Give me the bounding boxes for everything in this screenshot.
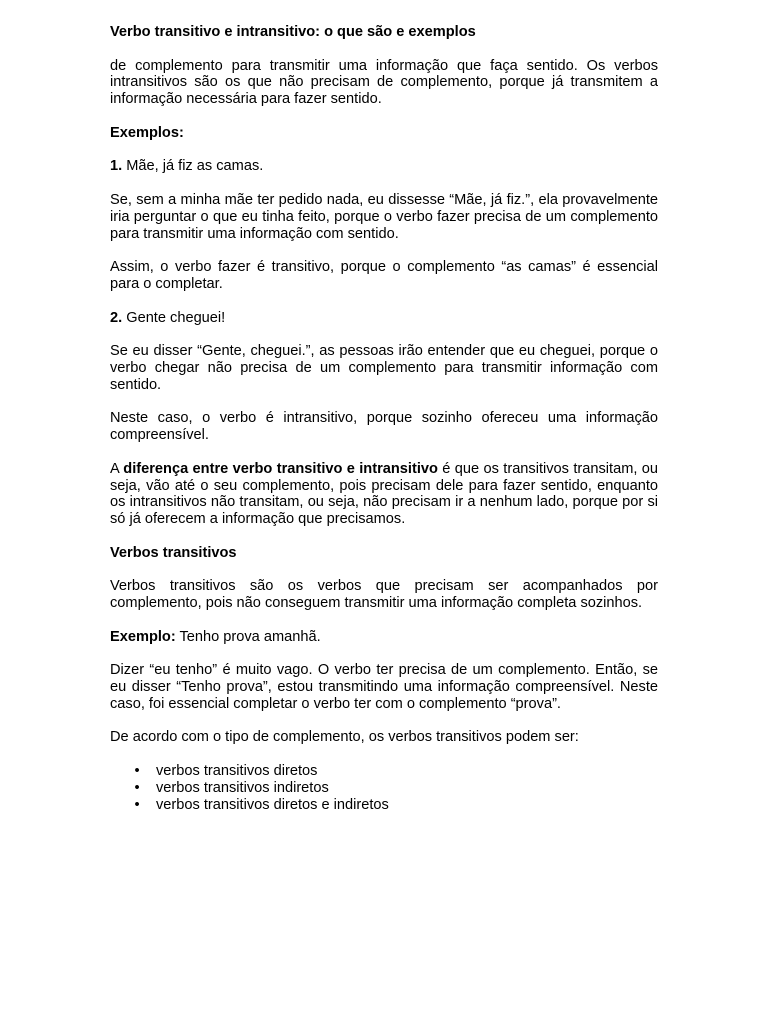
list-item bbox=[134, 780, 658, 797]
example-1-explanation: Se, sem a minha mãe ter pedido nada, eu dissesse “Mãe, já fiz.”, ela provavelmente iria perguntar o que eu tinha feito, porque o verbo fazer precisa de um complemento para transmitir uma informação com sentido. bbox=[110, 191, 658, 242]
difference-prefix: A bbox=[110, 460, 124, 477]
difference-paragraph bbox=[110, 461, 658, 528]
difference-bold: diferença entre verbo transitivo e intransitivo bbox=[123, 460, 438, 477]
list-item-text: verbos transitivos indiretos bbox=[156, 780, 329, 797]
bullet-icon: • bbox=[134, 797, 140, 814]
transitive-heading bbox=[110, 545, 658, 562]
transitive-example-text: Tenho prova amanhã. bbox=[175, 628, 321, 645]
bullet-icon: • bbox=[134, 763, 140, 780]
list-item bbox=[134, 763, 658, 780]
bullet-icon: • bbox=[134, 780, 140, 797]
transitive-types-intro: De acordo com o tipo de complemento, os verbos transitivos podem ser: bbox=[110, 729, 579, 746]
transitive-example bbox=[110, 629, 658, 646]
example-2-number: 2. bbox=[110, 309, 123, 326]
example-2-text: Gente cheguei! bbox=[122, 309, 226, 326]
transitive-example-label: Exemplo: bbox=[110, 628, 176, 645]
list-item-text: verbos transitivos diretos e indiretos bbox=[156, 797, 389, 814]
transitive-heading-text: Verbos transitivos bbox=[110, 544, 237, 561]
example-2-conclusion: Neste caso, o verbo é intransitivo, porque sozinho ofereceu uma informação compreensível. bbox=[110, 410, 658, 444]
difference-rest: é que os transitivos transitam, ou seja, vão até o seu complemento, pois precisam dele para fazer sentido, enquanto os intransitivos não transitam, ou seja, não precisam ir a nenhum lado, porque por si só já oferecem a informação que precisamos. bbox=[110, 460, 659, 528]
example-1 bbox=[110, 158, 658, 175]
example-1-text: Mãe, já fiz as camas. bbox=[122, 158, 264, 175]
example-1-conclusion: Assim, o verbo fazer é transitivo, porque o complemento “as camas” é essencial para o completar. bbox=[110, 259, 658, 292]
example-2-explanation: Se eu disser “Gente, cheguei.”, as pessoas irão entender que eu cheguei, porque o verbo chegar não precisa de um complemento para transmitir informação com sentido. bbox=[110, 343, 658, 393]
examples-heading-text: Exemplos: bbox=[110, 124, 184, 141]
intro-paragraph: de complemento para transmitir uma informação que faça sentido. Os verbos intransitivos são os que não precisam de complemento, porque já transmitem a informação necessária para fazer sentido. bbox=[110, 57, 658, 108]
example-2 bbox=[110, 310, 658, 327]
list-item-text: verbos transitivos diretos bbox=[156, 763, 318, 780]
transitive-types-list bbox=[110, 763, 658, 814]
page-title: Verbo transitivo e intransitivo: o que são e exemplos bbox=[110, 24, 476, 40]
list-item bbox=[134, 797, 658, 814]
example-1-number: 1. bbox=[110, 158, 123, 175]
transitive-example-explanation: Dizer “eu tenho” é muito vago. O verbo ter precisa de um complemento. Então, se eu disser “Tenho prova”, estou transmitindo uma informação compreensível. Neste caso, foi essencial completar o verbo ter com o complemento “prova”. bbox=[110, 662, 658, 712]
transitive-definition: Verbos transitivos são os verbos que precisam ser acompanhados por complemento, pois não conseguem transmitir uma informação completa sozinhos. bbox=[110, 578, 658, 612]
examples-heading bbox=[110, 125, 658, 142]
document-page bbox=[110, 24, 658, 814]
